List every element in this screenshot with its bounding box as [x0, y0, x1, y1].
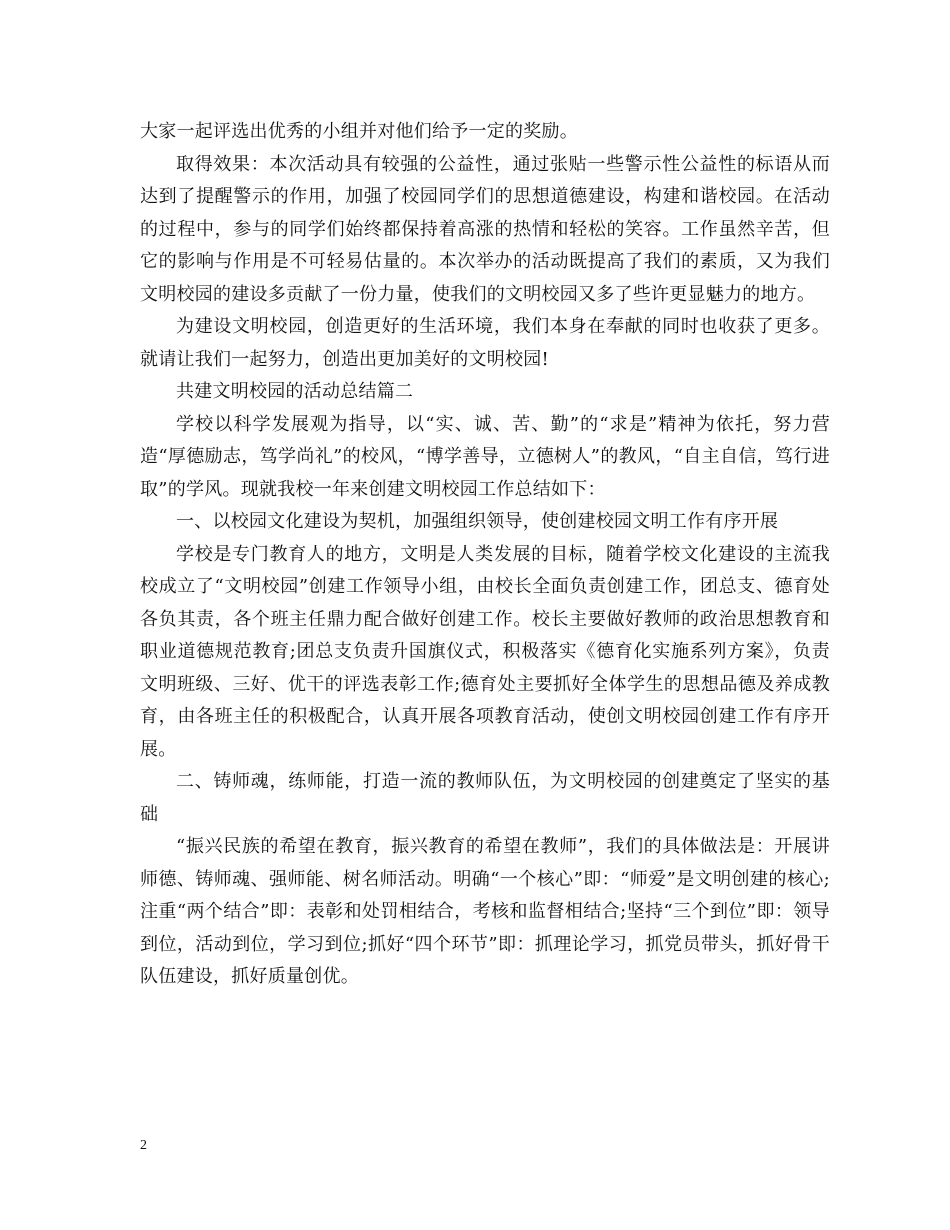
section-heading-part-two: 共建文明校园的活动总结篇二: [176, 381, 414, 402]
paragraph-continuation: 大家一起评选出优秀的小组并对他们给予一定的奖励。: [140, 121, 578, 142]
paragraph-organization: 学校是专门教育人的地方，文明是人类发展的目标，随着学校文化建设的主流我校成立了“文明校园”创建工作领导小组，由校长全面负责创建工作，团总支、德育处各负其责，各个班主任鼎力配合做好创建工作。校长主要做好教师的政治思想教育和职业道德规范教育;团总支负责升国旗仪式，积极落实《德育化实施系列方案》，负责文明班级、三好、优干的评选表彰工作;德育处主要抓好全体学生的思想品德及养成教育，由各班主任的积极配合，认真开展各项教育活动，使创文明校园创建工作有序开展。: [140, 543, 830, 760]
document-body: [140, 116, 830, 994]
paragraph-results: 取得效果：本次活动具有较强的公益性，通过张贴一些警示性公益性的标语从而达到了提醒警示的作用，加强了校园同学们的思想道德建设，构建和谐校园。在活动的过程中，参与的同学们始终都保持着高涨的热情和轻松的笑容。工作虽然辛苦，但它的影响与作用是不可轻易估量的。本次举办的活动既提高了我们的素质，又为我们文明校园的建设多贡献了一份力量，使我们的文明校园又多了些许更显魅力的地方。: [140, 153, 830, 305]
paragraph-intro: 学校以科学发展观为指导，以“实、诚、苦、勤”的“求是”精神为依托，努力营造“厚德励志，笃学尚礼”的校风，“博学善导，立德树人”的教风，“自主自信，笃行进取”的学风。现就我校一年来创建文明校园工作总结如下：: [140, 413, 830, 500]
subheading-two: 二、铸师魂，练师能，打造一流的教师队伍，为文明校园的创建奠定了坚实的基础: [140, 771, 830, 825]
page-number: 2: [140, 1138, 147, 1153]
subheading-one: 一、以校园文化建设为契机，加强组织领导，使创建校园文明工作有序开展: [176, 511, 779, 532]
paragraph-teachers: “振兴民族的希望在教育，振兴教育的希望在教师”，我们的具体做法是：开展讲师德、铸师魂、强师能、树名师活动。明确“一个核心”即：“师爱”是文明创建的核心;注重“两个结合”即：表彰和处罚相结合，考核和监督相结合;坚持“三个到位”即：领导到位，活动到位，学习到位;抓好“四个环节”即：抓理论学习，抓党员带头，抓好骨干队伍建设，抓好质量创优。: [140, 836, 830, 987]
paragraph-closing: 为建设文明校园，创造更好的生活环境，我们本身在奉献的同时也收获了更多。就请让我们一起努力，创造出更加美好的文明校园!: [140, 316, 830, 370]
